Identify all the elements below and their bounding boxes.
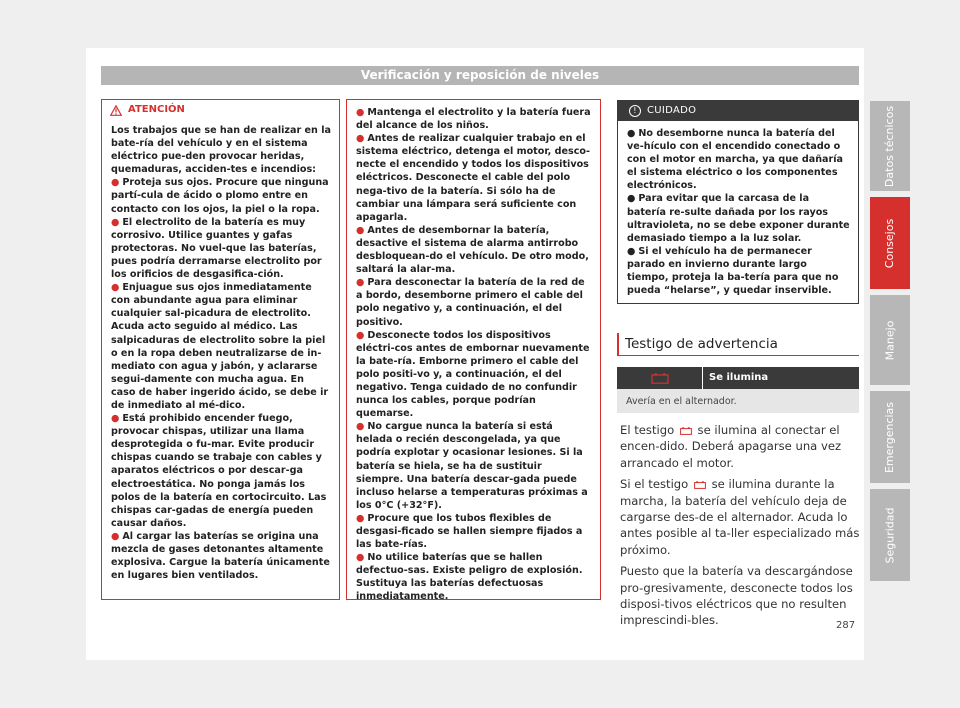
caution-body xyxy=(618,121,858,297)
tab-consejos[interactable]: Consejos xyxy=(870,197,910,289)
list-item: ● No utilice baterías que se hallen defectuo-sas. Existe peligro de explosión. Sustituya las baterías defectuosas inmediatamente. xyxy=(356,552,583,603)
bullet-icon: ● xyxy=(356,552,365,564)
list-item: ● Está prohibido encender fuego, provocar chispas, utilizar una llama desprotegida o fu-mar. Evite producir chispas cuando se trabaje con cables y aparatos eléctricos o por descar-ga electroestática. No ponga jamás los polos de la batería en cortocircuito. Las chispas car-gadas de energía pueden causar daños. xyxy=(111,413,327,529)
exclamation-circle-icon: ! xyxy=(629,105,641,117)
paragraph: Puesto que la batería va descargándose pro-gresivamente, desconecte todos los disposi-tivos eléctricos que no resulten imprescindi-bles. xyxy=(620,564,853,628)
section-accent-bar xyxy=(617,333,619,355)
list-item: ● Mantenga el electrolito y la batería fuera del alcance de los niños. xyxy=(356,107,591,132)
bullet-icon: ● xyxy=(356,224,365,236)
bullet-icon: ● xyxy=(627,128,636,139)
list-item: ● No cargue nunca la batería si está helada o recién descongelada, ya que podría explotar y ocasionar lesiones. Si la batería se hiela, se ha de sustituir siempre. Una batería descar-gada puede incluso helarse a temperaturas próximas a los 0°C (+32°F). xyxy=(356,421,588,511)
indicator-header-label: Se ilumina xyxy=(709,372,769,383)
warning-box-continued xyxy=(346,99,601,603)
bullet-icon: ● xyxy=(111,177,120,189)
list-item: ● Procure que los tubos flexibles de desgasi-ficado se hallen siempre fijados a las bate-rías. xyxy=(356,512,583,551)
indicator-icon-cell xyxy=(617,367,703,389)
warning-box xyxy=(101,99,340,600)
warning-intro: Los trabajos que se han de realizar en la bate-ría del vehículo y en el sistema eléctrico pue-den provocar heridas, quemaduras, acciden-tes e incendios: xyxy=(111,125,331,176)
bullet-icon: ● xyxy=(111,282,120,294)
list-item: ● Al cargar las baterías se origina una mezcla de gases detonantes altamente explosiva. Cargue la batería únicamente en lugares bien ventilados. xyxy=(111,530,330,582)
tab-manejo[interactable]: Manejo xyxy=(870,295,910,385)
list-item: ● Proteja sus ojos. Procure que ninguna partí-cula de ácido o plomo entre en contacto con los ojos, la piel o la ropa. xyxy=(111,177,329,215)
body-text xyxy=(620,422,860,634)
list-item: ● El electrolito de la batería es muy corrosivo. Utilice guantes y gafas protectoras. No vuel-que las baterías, pues podría derramarse electrolito por los orificios de desgasifica-ción. xyxy=(111,216,322,281)
list-item: ● Desconecte todos los dispositivos eléctri-cos antes de embornar nuevamente la bate-ría. Emborne primero el cable del polo positi-vo y, a continuación, el del negativo. Tenga cuidado de no confundir nunca los cables, porque podrían quemarse. xyxy=(356,329,590,420)
bullet-icon: ● xyxy=(356,107,365,118)
list-item: ● Para desconectar la batería de la red de a bordo, desemborne primero el cable del polo negativo y, a continuación, el del positivo. xyxy=(356,277,585,328)
list-item: ● Antes de realizar cualquier trabajo en el sistema eléctrico, detenga el motor, desco-necte el encendido y todos los dispositivos eléctricos. Desconecte el cable del polo nega-tivo de la batería. Si sólo ha de cambiar una lámpara será suficiente con apagarla. xyxy=(356,133,590,223)
indicator-table-header xyxy=(617,367,859,389)
list-item: ● Enjuague sus ojos inmediatamente con abundante agua para eliminar cualquier sal-picadura de electrolito. Acuda acto seguido al médico. Las salpicaduras de electrolito sobre la piel o en la ropa deben neutralizarse de in-mediato con agua y jabón, y aclararse segui-damente con mucha agua. En caso de haber ingerido ácido, se debe ir de inmediato al mé-dico. xyxy=(111,282,329,411)
list-item: ● Antes de desembornar la batería, desactive el sistema de alarma antirrobo desbloquean-do el vehículo. De otro modo, saltará la alar-ma. xyxy=(356,224,589,276)
bullet-icon: ● xyxy=(111,413,120,425)
bullet-icon: ● xyxy=(111,216,120,228)
tab-datos-tecnicos[interactable]: Datos técnicos xyxy=(870,101,910,191)
section-divider xyxy=(617,355,859,356)
page-number: 287 xyxy=(836,620,856,631)
tab-emergencias[interactable]: Emergencias xyxy=(870,391,910,483)
bullet-icon: ● xyxy=(111,530,120,542)
warning-body xyxy=(102,120,339,582)
bullet-icon: ● xyxy=(627,193,636,205)
paragraph: Si el testigo se ilumina durante la marcha, la batería del vehículo deja de cargarse des-de el alternador. Acuda lo antes posible al ta-ller especializado más próximo. xyxy=(620,477,860,557)
page-header: Verificación y reposición de niveles xyxy=(101,66,859,85)
battery-icon xyxy=(694,481,706,489)
warning-title: ATENCIÓN xyxy=(128,104,185,115)
bullet-icon: ● xyxy=(356,133,365,145)
warning-header xyxy=(102,100,339,120)
caution-box xyxy=(617,100,859,304)
list-item: ● No desemborne nunca la batería del ve-hículo con el encendido conectado o con el motor en marcha, ya que dañaría el sistema eléctrico o los componentes electrónicos. xyxy=(627,128,844,192)
battery-icon xyxy=(651,373,669,384)
table-row: Avería en el alternador. xyxy=(617,389,859,413)
bullet-icon: ● xyxy=(356,421,365,433)
tab-seguridad[interactable]: Seguridad xyxy=(870,489,910,581)
bullet-icon: ● xyxy=(356,329,365,341)
paragraph: El testigo se ilumina al conectar el encen-dido. Deberá apagarse una vez arrancado el motor. xyxy=(620,423,842,470)
bullet-icon: ● xyxy=(627,245,636,257)
warning-triangle-icon xyxy=(110,105,122,116)
list-item: ● Para evitar que la carcasa de la batería re-sulte dañada por los rayos ultravioleta, no se debe exponer durante demasiado tiempo a la luz solar. xyxy=(627,193,850,244)
warning-continued-body xyxy=(347,100,600,604)
battery-icon xyxy=(680,427,692,435)
caution-title: CUIDADO xyxy=(647,105,697,116)
bullet-icon: ● xyxy=(356,512,365,524)
bullet-icon: ● xyxy=(356,277,365,289)
list-item: ● Si el vehículo ha de permanecer parado en invierno durante largo tiempo, proteja la ba-tería para que no pueda “helarse”, y quedar inservible. xyxy=(627,245,839,297)
caution-header xyxy=(618,101,858,121)
section-title: Testigo de advertencia xyxy=(617,333,859,355)
